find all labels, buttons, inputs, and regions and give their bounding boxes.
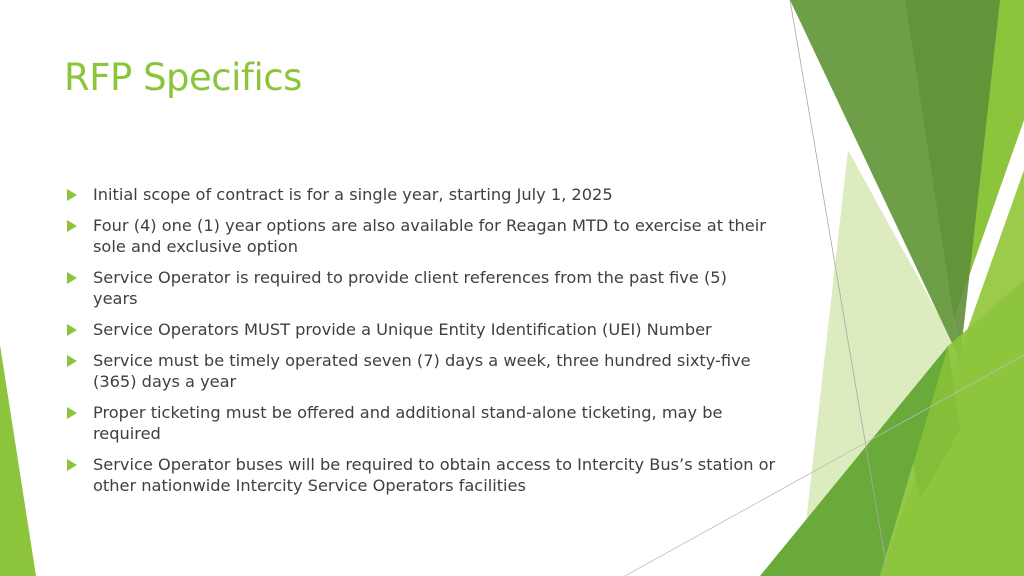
bullet-text: Service Operator buses will be required to obtain access to Intercity Bus’s station or other nationwide Intercity Service Operators facilities <box>93 455 776 495</box>
triangle-right-icon <box>67 272 77 284</box>
bullet-text: Service must be timely operated seven (7) days a week, three hundred sixty-five (365) days a year <box>93 351 751 391</box>
triangle-right-icon <box>67 355 77 367</box>
triangle-right-icon <box>67 459 77 471</box>
list-item <box>64 319 776 340</box>
list-item <box>64 267 776 309</box>
bullet-text: Initial scope of contract is for a single year, starting July 1, 2025 <box>93 185 613 204</box>
slide-title: RFP Specifics <box>64 56 302 99</box>
list-item <box>64 402 776 444</box>
triangle-right-icon <box>67 220 77 232</box>
facet-left-strip <box>0 345 36 576</box>
list-item <box>64 184 776 205</box>
bullet-text: Service Operator is required to provide client references from the past five (5) years <box>93 268 727 308</box>
triangle-right-icon <box>67 189 77 201</box>
bullet-text: Proper ticketing must be offered and additional stand-alone ticketing, may be required <box>93 403 723 443</box>
list-item <box>64 350 776 392</box>
bullet-text: Service Operators MUST provide a Unique Entity Identification (UEI) Number <box>93 320 712 339</box>
bullet-list <box>64 184 776 506</box>
list-item <box>64 454 776 496</box>
bullet-text: Four (4) one (1) year options are also available for Reagan MTD to exercise at their sole and exclusive option <box>93 216 766 256</box>
triangle-right-icon <box>67 324 77 336</box>
triangle-right-icon <box>67 407 77 419</box>
list-item <box>64 215 776 257</box>
